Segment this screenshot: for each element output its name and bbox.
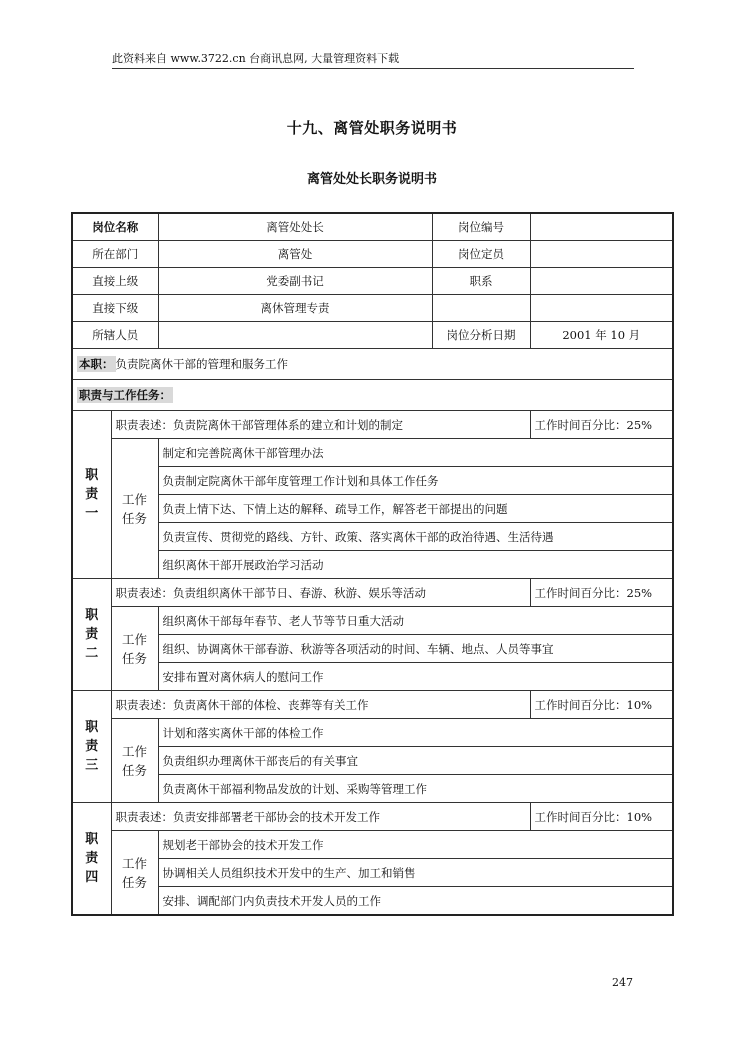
info-row-position: [72, 213, 673, 241]
page-number: 247: [612, 976, 633, 989]
info-row-department: [72, 241, 673, 268]
duty-task: 组织、协调离休干部春游、秋游等各项活动的时间、车辆、地点、人员等事宜: [158, 635, 673, 663]
duty-label: [72, 579, 111, 691]
duty-task-row: [72, 831, 673, 859]
duty-task-row: [72, 495, 673, 523]
duty-label: [72, 691, 111, 803]
direct-superior-label: 直接上级: [72, 268, 158, 295]
duty-task: 规划老干部协会的技术开发工作: [158, 831, 673, 859]
duty-task-row: [72, 467, 673, 495]
task-label-text: 任务: [121, 762, 147, 778]
duty-statement-row: [72, 691, 673, 719]
duty-label-char: 职: [85, 608, 99, 623]
duty-label-char: 三: [85, 758, 99, 773]
duty-task: 组织离休干部开展政治学习活动: [158, 551, 673, 579]
duty-task-row: [72, 747, 673, 775]
duty-task-row: [72, 663, 673, 691]
duty-label-char: 责: [85, 627, 99, 642]
duty-task: 负责制定院离休干部年度管理工作计划和具体工作任务: [158, 467, 673, 495]
rank-value: [530, 268, 673, 295]
task-label-text: 工作: [121, 631, 147, 647]
empty-cell: [530, 295, 673, 322]
duty-task-row: [72, 635, 673, 663]
duty-time-percent: 工作时间百分比：25%: [530, 411, 673, 439]
task-label-text: 任务: [121, 510, 147, 526]
staff-quota-label: 岗位定员: [432, 241, 530, 268]
job-description-table: [71, 212, 674, 916]
duty-statement: 职责表述：负责院离休干部管理体系的建立和计划的制定: [111, 411, 530, 439]
duty-task: 负责上情下达、下情上达的解释、疏导工作，解答老干部提出的问题: [158, 495, 673, 523]
task-label-text: 工作: [121, 855, 147, 871]
rank-label: 职系: [432, 268, 530, 295]
department-label: 所在部门: [72, 241, 158, 268]
duty-statement: 职责表述：负责组织离休干部节日、春游、秋游、娱乐等活动: [111, 579, 530, 607]
duty-summary-row: [72, 349, 673, 380]
direct-superior-value: 党委副书记: [158, 268, 432, 295]
duty-time-percent: 工作时间百分比：25%: [530, 579, 673, 607]
analysis-date-value: 2001 年 10 月: [530, 322, 673, 349]
position-name-label: 岗位名称: [72, 213, 158, 241]
header-source-note: 此资料来自 www.3722.cn 台商讯息网, 大量管理资料下载: [112, 52, 400, 65]
duty-task-row: [72, 719, 673, 747]
duty-label-char: 职: [85, 832, 99, 847]
document-subtitle: 离管处处长职务说明书: [306, 172, 437, 187]
duty-task: 制定和完善院离休干部管理办法: [158, 439, 673, 467]
document-title: 十九、离管处职务说明书: [286, 119, 458, 137]
duty-statement-row: [72, 579, 673, 607]
duty-label-char: 二: [85, 646, 99, 661]
duty-summary-text: 负责院离休干部的管理和服务工作: [115, 357, 288, 371]
duty-time-percent: 工作时间百分比：10%: [530, 803, 673, 831]
duty-summary-cell: [72, 349, 673, 380]
task-label-text: 工作: [121, 491, 147, 507]
duty-task: 计划和落实离休干部的体检工作: [158, 719, 673, 747]
task-label-text: 工作: [121, 743, 147, 759]
duty-label-char: 职: [85, 468, 99, 483]
direct-subordinate-value: 离休管理专责: [158, 295, 432, 322]
duties-body: [72, 411, 673, 916]
department-value: 离管处: [158, 241, 432, 268]
staff-quota-value: [530, 241, 673, 268]
duty-statement-row: [72, 803, 673, 831]
duty-label-char: 责: [85, 487, 99, 502]
duty-label-char: 职: [85, 720, 99, 735]
duty-statement: 职责表述：负责安排部署老干部协会的技术开发工作: [111, 803, 530, 831]
task-label-text: 任务: [121, 650, 147, 666]
duty-label: [72, 411, 111, 579]
position-code-label: 岗位编号: [432, 213, 530, 241]
task-label: [111, 439, 158, 579]
duty-task: 组织离休干部每年春节、老人节等节日重大活动: [158, 607, 673, 635]
duty-label-char: 一: [85, 506, 99, 521]
duties-section-label: 职责与工作任务：: [79, 388, 171, 402]
duty-task: 负责离休干部福利物品发放的计划、采购等管理工作: [158, 775, 673, 803]
duty-task-row: [72, 523, 673, 551]
duty-label: [72, 803, 111, 916]
info-row-superior: [72, 268, 673, 295]
info-row-subordinate: [72, 295, 673, 322]
personnel-label: 所辖人员: [72, 322, 158, 349]
task-label: [111, 719, 158, 803]
personnel-value: [158, 322, 432, 349]
duty-task: 负责组织办理离休干部丧后的有关事宜: [158, 747, 673, 775]
direct-subordinate-label: 直接下级: [72, 295, 158, 322]
duty-label-char: 责: [85, 739, 99, 754]
task-label: [111, 831, 158, 916]
position-name-value: 离管处处长: [158, 213, 432, 241]
duty-statement: 职责表述：负责离休干部的体检、丧葬等有关工作: [111, 691, 530, 719]
header-divider: [112, 68, 634, 69]
duty-task-row: [72, 859, 673, 887]
duties-section-row: [72, 380, 673, 411]
duty-label-char: 责: [85, 851, 99, 866]
duty-task-row: [72, 775, 673, 803]
duty-label-char: 四: [85, 870, 99, 885]
duty-time-percent: 工作时间百分比：10%: [530, 691, 673, 719]
duty-task: 协调相关人员组织技术开发中的生产、加工和销售: [158, 859, 673, 887]
duty-task-row: [72, 551, 673, 579]
position-code-value: [530, 213, 673, 241]
duty-summary-label: 本职：: [79, 357, 114, 371]
duty-statement-row: [72, 411, 673, 439]
analysis-date-label: 岗位分析日期: [432, 322, 530, 349]
duty-task: 安排、调配部门内负责技术开发人员的工作: [158, 887, 673, 916]
duty-task-row: [72, 439, 673, 467]
info-row-personnel: [72, 322, 673, 349]
task-label-text: 任务: [121, 874, 147, 890]
task-label: [111, 607, 158, 691]
duty-task-row: [72, 887, 673, 916]
duty-task: 负责宣传、贯彻党的路线、方针、政策、落实离休干部的政治待遇、生活待遇: [158, 523, 673, 551]
duties-section-cell: [72, 380, 673, 411]
duty-task: 安排布置对离休病人的慰问工作: [158, 663, 673, 691]
duty-task-row: [72, 607, 673, 635]
empty-cell: [432, 295, 530, 322]
